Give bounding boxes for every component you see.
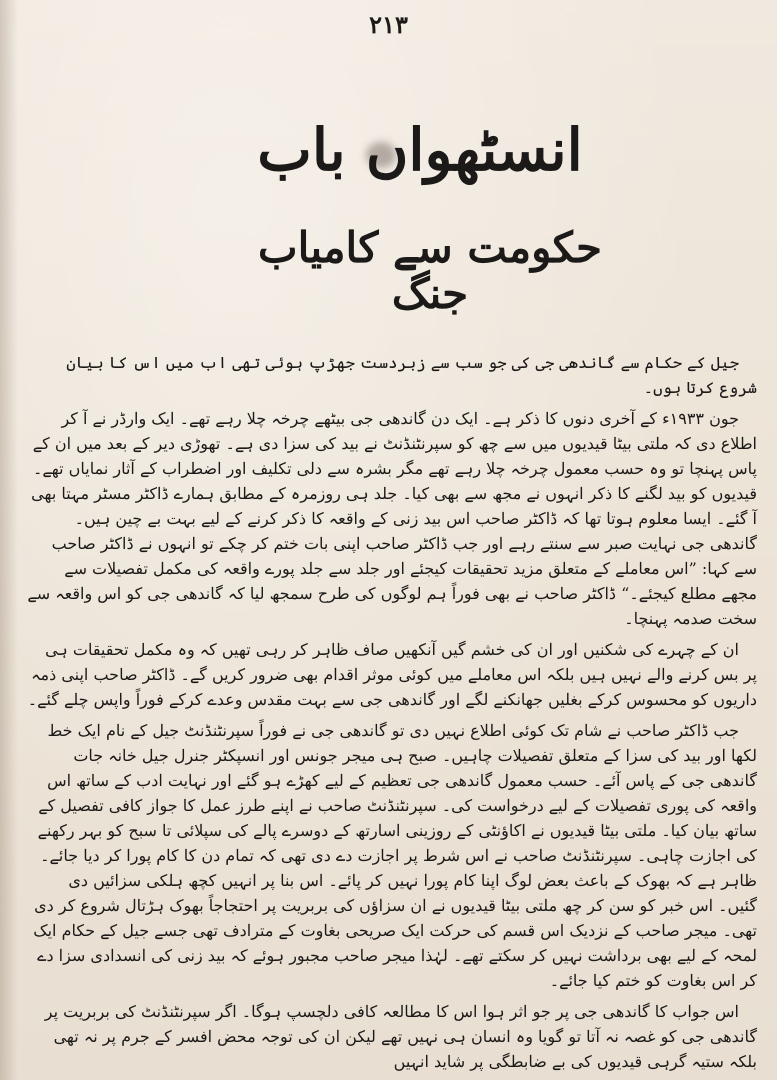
body-text xyxy=(27,350,757,1080)
paragraph: ان کے چہرے کی شکنیں اور ان کی خشم گیں آنکھیں صاف ظاہر کر رہی تھیں کہ وہ مکمل تحقیقات ہی پر بس کرنے والے نہیں ہیں بلکہ اس معاملے میں کوئی موثر اقدام بھی ضرور کریں گے۔ ڈاکٹر صاحب اپنی ذمہ داریوں کو محسوس کرکے بغلیں جھانکنے لگے اور گاندھی جی سے بہت مقدس وعدے کرکے فوراً واپس چلے گئے۔ xyxy=(27,640,757,709)
chapter-title: انسٹھواں باب xyxy=(257,116,583,184)
paragraph: جیل کے حکام سے گاندھی جی کی جو سب سے زبردست جھڑپ ہوئی تھی اب میں اس کا بیان شروع کرتا ہوں۔ xyxy=(66,353,757,397)
page-gutter-shadow xyxy=(0,0,18,1080)
paragraph: اس جواب کا گاندھی جی پر جو اثر ہوا اس کا مطالعہ کافی دلچسپ ہوگا۔ اگر سپرنٹنڈنٹ کی بربریت پر گاندھی جی کو غصہ نہ آتا تو گویا وہ انسان ہی نہیں تھے لیکن ان کی توجہ محض افسر کے جرم پر نہ تھی بلکہ ستیہ گرہی قیدیوں کی بے ضابطگی پر شاید انہیں xyxy=(44,1002,757,1071)
paragraph: جب ڈاکٹر صاحب نے شام تک کوئی اطلاع نہیں دی تو گاندھی جی نے فوراً سپرنٹنڈنٹ جیل کے نام ایک خط لکھا اور بید کی سزا کے متعلق تفصیلات چاہیں۔ صبح ہی میجر جونس اور انسپکٹر جنرل جیل خانہ جات گاندھی جی کے پاس آئے۔ حسب معمول گاندھی جی تعظیم کے لیے کھڑے ہو گئے اور نہایت ادب کے ساتھ اس واقعہ کی پوری تفصیلات کے لیے درخواست کی۔ سپرنٹنڈنٹ صاحب نے اپنے طرز عمل کا جواز کافی تفصیل کے ساتھ بیان کیا۔ ملتی بیٹا قیدیوں نے اکاؤنٹی کے روزینی اسارتھ کے دوسرے پالے کی سپلائی تا سبح کو بہر رکھنے کی اجازت چاہی۔ سپرنٹنڈنٹ صاحب نے اس شرط پر اجازت دے دی تھی کہ تمام دن کا کام پورا کر دیا جائے۔ ظاہر ہے کہ بھوک کے باعث بعض لوگ اپنا کام پورا نہیں کر پائے۔ اس بنا پر انہیں کچھ ہلکی سزائیں دی گئیں۔ اس خبر کو سن کر چھ ملتی بیٹا قیدیوں نے ان سزاؤں کی بربریت پر احتجاجاً بھوک ہڑتال شروع کر دی تھی۔ میجر صاحب کے نزدیک اس قسم کی حرکت ایک صریحی بغاوت کے مترادف تھی جسے جیل کے حکام ایک لمحہ کے لیے بھی برداشت نہیں کر سکتے تھے۔ لہٰذا میجر صاحب مجبور ہوئے کہ بید زنی کی انسدادی سزا دے کر اس بغاوت کو ختم کیا جائے۔ xyxy=(33,721,757,990)
chapter-subtitle: حکومت سے کامیاب جنگ xyxy=(258,223,602,319)
page-number: ۲۱۳ xyxy=(369,10,408,39)
paragraph: جون ۱۹۳۳ء کے آخری دنوں کا ذکر ہے۔ ایک دن گاندھی جی بیٹھے چرخہ چلا رہے تھے۔ ایک وارڈر نے آ کر اطلاع دی کہ ملتی بیٹا قیدیوں میں سے چھ کو سپرنٹنڈنٹ نے بید کی سزا دی ہے۔ تھوڑی دیر کے بعد میں ان کے پاس پہنچا تو وہ حسب معمول چرخہ چلا رہے تھے مگر بشرہ سے دلی تکلیف اور اضطراب کے آثار نمایاں تھے۔ قیدیوں کو بید لگنے کا ذکر انہوں نے مجھ سے بھی کیا۔ جلد ہی روزمرہ کے مطابق ہمارے ڈاکٹر مسٹر مہتا بھی آ گئے۔ ایسا معلوم ہوتا تھا کہ ڈاکٹر صاحب اس بید زنی کے واقعہ کا ذکر کرنے کے لیے بہت بے چین ہیں۔ گاندھی جی نہایت صبر سے سنتے رہے اور جب ڈاکٹر صاحب اپنی بات ختم کر چکے تو انہوں نے ڈاکٹر صاحب سے کہا: ”اس معاملے کے متعلق مزید تحقیقات کیجئے اور جلد سے جلد پورے واقعہ کی مکمل تفصیلات سے مجھے مطلع کیجئے۔“ ڈاکٹر صاحب نے بھی فوراً ہم لوگوں کی طرح سمجھ لیا کہ گاندھی جی کو اس واقعہ سے سخت صدمہ پہنچا۔ xyxy=(27,409,757,628)
